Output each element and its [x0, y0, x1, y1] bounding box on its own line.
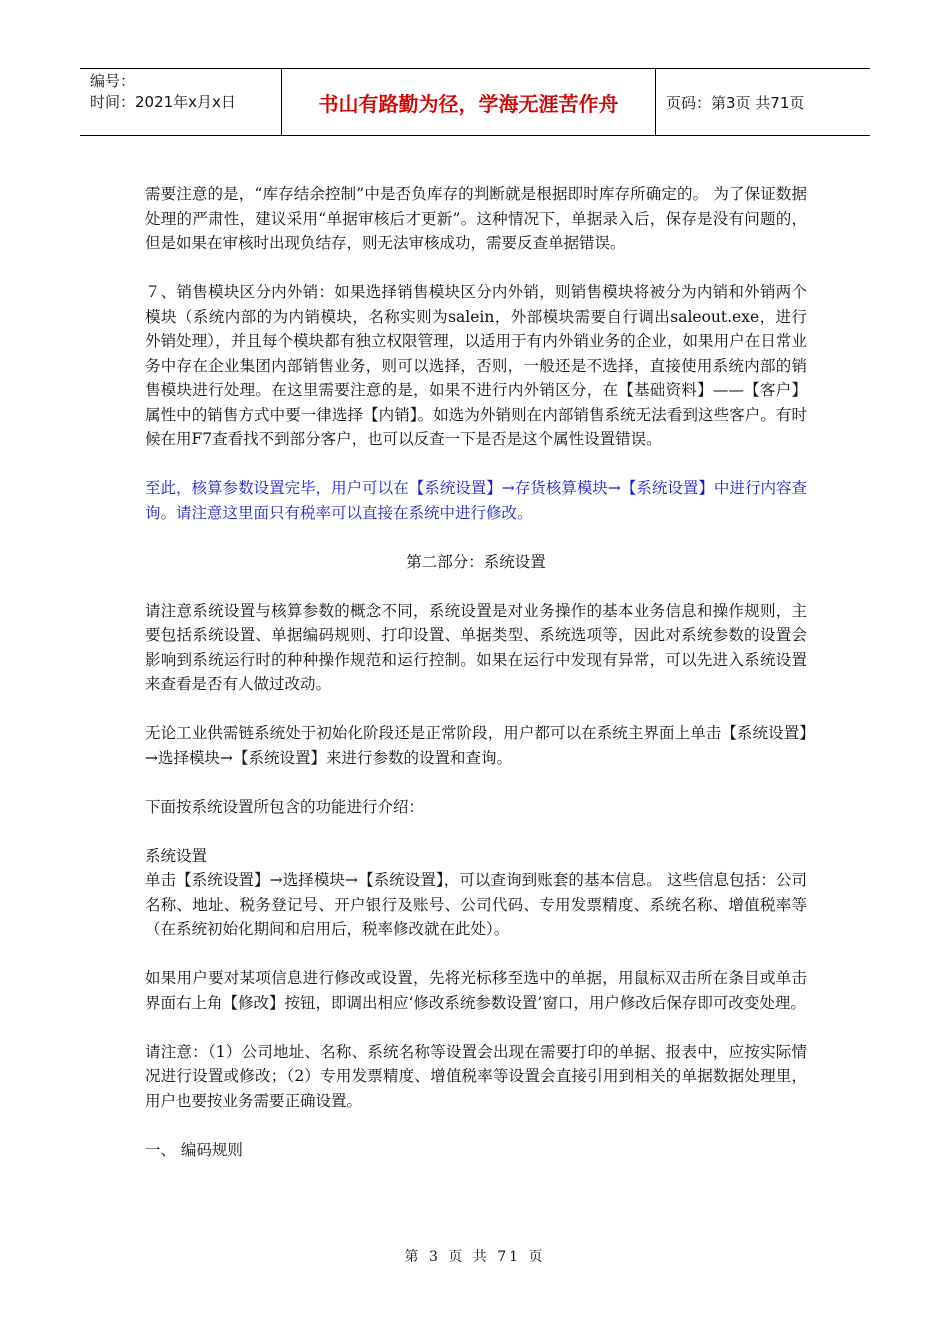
paragraph-sales-module: ７、销售模块区分内外销：如果选择销售模块区分内外销，则销售模块将被分为内销和外销两个模块（系统内部的为内销模块，名称实则为salein，外部模块需要自行调出saleout.exe，进行外销处理），并且每个模块都有独立权限管理，以适用于有内外销业务的企业，如果用户在日常业务中存在企业集团内部销售业务，则可以选择，否则，一般还是不选择，直接使用系统内部的销售模块进行处理。在这里需要注意的是，如果不进行内外销区分，在【基础资料】——【客户】属性中的销售方式中要一律选择【内销】。如选为外销则在内部销售系统无法看到这些客户。有时候在用F7查看找不到部分客户，也可以反查一下是否是这个属性设置错误。 [145, 283, 807, 448]
header-motto: 书山有路勤为径，学海无涯苦作舟 [282, 69, 656, 135]
document-date: 时间：2021年x月x日 [90, 93, 236, 111]
document-number-label: 编号： [90, 72, 136, 90]
paragraph-notes: 请注意：（1）公司地址、名称、系统名称等设置会出现在需要打印的单据、报表中，应按实际情况进行设置或修改；（2）专用发票精度、增值税率等设置会直接引用到相关的单据数据处理里，用户也要按业务需要正确设置。 [145, 1042, 807, 1110]
header-meta [80, 69, 282, 135]
document-body [145, 182, 807, 1187]
heading-encoding-rules: 一、 编码规则 [145, 1140, 243, 1159]
page-footer [0, 1246, 950, 1266]
paragraph-account-info: 单击【系统设置】→选择模块→【系统设置】，可以查询到账套的基本信息。 这些信息包括：公司名称、地址、税务登记号、开户银行及账号、公司代码、专用发票精度、系统名称、增值税率等（在系统初始化期间和启用后，税率修改就在此处）。 [145, 871, 807, 938]
section-heading: 第二部分：系统设置 [406, 552, 546, 571]
paragraph-inventory-note: 需要注意的是，“库存结余控制”中是否负库存的判断就是根据即时库存所确定的。 为了保证数据处理的严肃性，建议采用“单据审核后才更新”。这种情况下，单据录入后，保存是没有问题的，但是如果在审核时出现负结存，则无法审核成功，需要反查单据错误。 [145, 185, 807, 252]
subheading-system-settings: 系统设置 [145, 846, 208, 865]
page-header [80, 68, 870, 136]
paragraph-functions-intro: 下面按系统设置所包含的功能进行介绍： [145, 797, 425, 816]
paragraph-access-settings: 无论工业供需链系统处于初始化阶段还是正常阶段，用户都可以在系统主界面上单击【系统设置】→选择模块→【系统设置】来进行参数的设置和查询。 [145, 724, 807, 767]
paragraph-system-settings-intro: 请注意系统设置与核算参数的概念不同，系统设置是对业务操作的基本业务信息和操作规则，主要包括系统设置、单据编码规则、打印设置、单据类型、系统选项等，因此对系统参数的设置会影响到系统运行时的种种操作规范和运行控制。如果在运行中发现有异常，可以先进入系统设置来查看是否有人做过改动。 [145, 601, 807, 693]
header-page-info: 页码：第3页 共71页 [666, 93, 805, 112]
paragraph-summary-blue: 至此，核算参数设置完毕，用户可以在【系统设置】→存货核算模块→【系统设置】中进行内容查询。请注意这里面只有税率可以直接在系统中进行修改。 [145, 479, 807, 522]
paragraph-modify-info: 如果用户要对某项信息进行修改或设置，先将光标移至选中的单据，用鼠标双击所在条目或单击界面右上角【修改】按钮，即调出相应‘修改系统参数设置’窗口，用户修改后保存即可改变处理。 [145, 969, 807, 1012]
footer-page-number: 第 3 页 共 71 页 [404, 1249, 546, 1265]
